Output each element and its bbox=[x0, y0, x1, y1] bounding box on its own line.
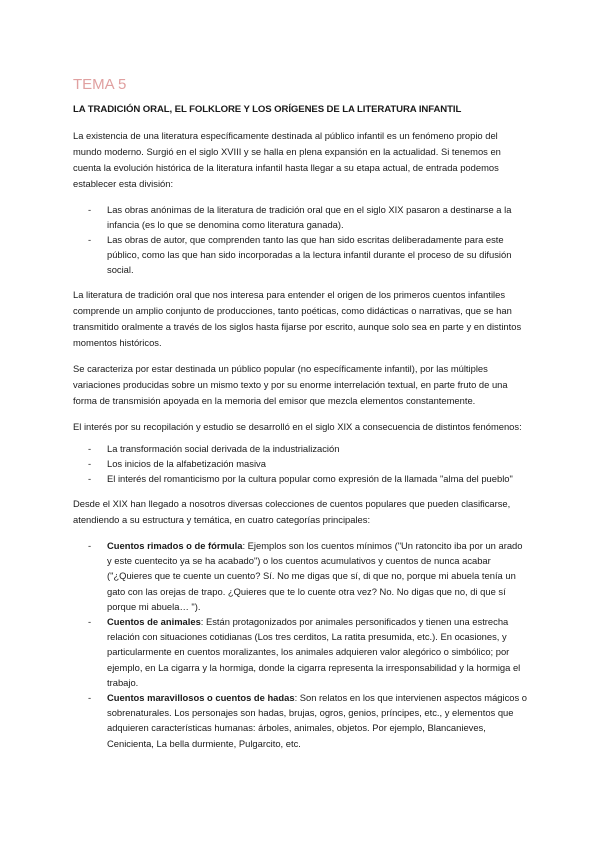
list-dash: - bbox=[88, 692, 92, 704]
category-term: Cuentos maravillosos o cuentos de hadas bbox=[107, 692, 295, 704]
list-dash: - bbox=[88, 443, 92, 454]
category-text: : Ejemplos son los cuentos mínimos ("Un ratoncito iba por un arado y este cuentecito ya se ha acabado") o los cuentos acumulativos y cuentos de nunca acabar ("¿Quieres que te cuente un cuento? Sí. No me digas que sí, di que no, porque mi abuela tenía un gato con las orejas de trapo. ¿Quieres que te lo cuente otra vez? No. No digas que no, di que sí porque mi abuela… "). bbox=[107, 540, 523, 612]
list-item bbox=[73, 456, 528, 471]
section-heading: LA TRADICIÓN ORAL, EL FOLKLORE Y LOS ORÍGENES DE LA LITERATURA INFANTIL bbox=[73, 104, 462, 115]
paragraph-intro: La existencia de una literatura específicamente destinada al público infantil es un fenómeno propio del mundo moderno. Surgió en el siglo XVIII y se halla en plena expansión en la actualidad. Si tenemos en cuenta la evolución histórica de la literatura infantil hasta llegar a su etapa actual, de entrada podemos establecer esta división: bbox=[73, 130, 501, 189]
list-dash: - bbox=[88, 234, 92, 245]
list-item bbox=[73, 202, 528, 232]
list-dash: - bbox=[88, 458, 92, 469]
category-item bbox=[73, 690, 528, 751]
paragraph-interest: El interés por su recopilación y estudio se desarrolló en el siglo XIX a consecuencia de distintos fenómenos: bbox=[73, 421, 522, 432]
category-item bbox=[73, 614, 528, 690]
list-item-text: El interés del romanticismo por la cultura popular como expresión de la llamada "alma del pueblo" bbox=[107, 473, 513, 484]
category-term: Cuentos rimados o de fórmula bbox=[107, 540, 243, 551]
list-dash: - bbox=[88, 473, 92, 484]
list-item bbox=[73, 471, 528, 486]
categories-list bbox=[73, 538, 528, 751]
category-term: Cuentos de animales bbox=[107, 616, 201, 628]
list-item-text: Los inicios de la alfabetización masiva bbox=[107, 458, 266, 469]
paragraph-characteristics: Se caracteriza por estar destinada un público popular (no específicamente infantil), por las múltiples variaciones producidas sobre un mismo texto y por su enorme interrelación textual, en parte fruto de una forma de transmisión apoyada en la memoria del emisor que mezcla elementos constantemente. bbox=[73, 363, 508, 406]
phenomena-list bbox=[73, 441, 528, 486]
list-item-text: La transformación social derivada de la industrialización bbox=[107, 443, 340, 454]
document-page bbox=[73, 76, 528, 761]
list-dash: - bbox=[88, 616, 92, 628]
list-dash: - bbox=[88, 540, 92, 551]
category-text: : Son relatos en los que intervienen aspectos mágicos o sobrenaturales. Los personajes son hadas, brujas, ogros, genios, príncipes, etc., y elementos que adquieren características humanas: árboles, animales, objetos. Por ejemplo, Blancanieves, Cenicienta, La bella durmiente, Pulgarcito, etc. bbox=[107, 692, 527, 749]
list-item-text: Las obras anónimas de la literatura de tradición oral que en el siglo XIX pasaron a destinarse a la infancia (es lo que se denomina como literatura ganada). bbox=[107, 204, 512, 230]
category-item bbox=[73, 538, 528, 614]
category-text: : Están protagonizados por animales personificados y tienen una estrecha relación con situaciones cotidianas (Los tres cerditos, La ratita presumida, etc.). En ocasiones, y particularmente en cuentos moralizantes, los animales adquieren valor alegórico o simbólico; por ejemplo, en La cigarra y la hormiga, donde la cigarra representa la irresponsabilidad y la hormiga el trabajo. bbox=[107, 616, 521, 688]
list-item bbox=[73, 232, 528, 277]
list-item bbox=[73, 441, 528, 456]
page-title: TEMA 5 bbox=[73, 76, 127, 93]
paragraph-oral-tradition: La literatura de tradición oral que nos interesa para entender el origen de los primeros cuentos infantiles comprende un amplio conjunto de producciones, tanto poéticas, como didácticas o narrativas, que se han transmitido oralmente a través de los siglos hasta fijarse por escrito, aunque solo sea en parte y en distintos momentos históricos. bbox=[73, 289, 522, 348]
division-list bbox=[73, 202, 528, 277]
list-item-text: Las obras de autor, que comprenden tanto las que han sido escritas deliberadamente para este público, como las que han sido incorporadas a la lectura infantil durante el proceso de su difusión social. bbox=[107, 234, 512, 275]
list-dash: - bbox=[88, 204, 92, 215]
paragraph-collections: Desde el XIX han llegado a nosotros diversas colecciones de cuentos populares que pueden clasificarse, atendiendo a su estructura y temática, en cuatro categorías principales: bbox=[73, 498, 511, 525]
